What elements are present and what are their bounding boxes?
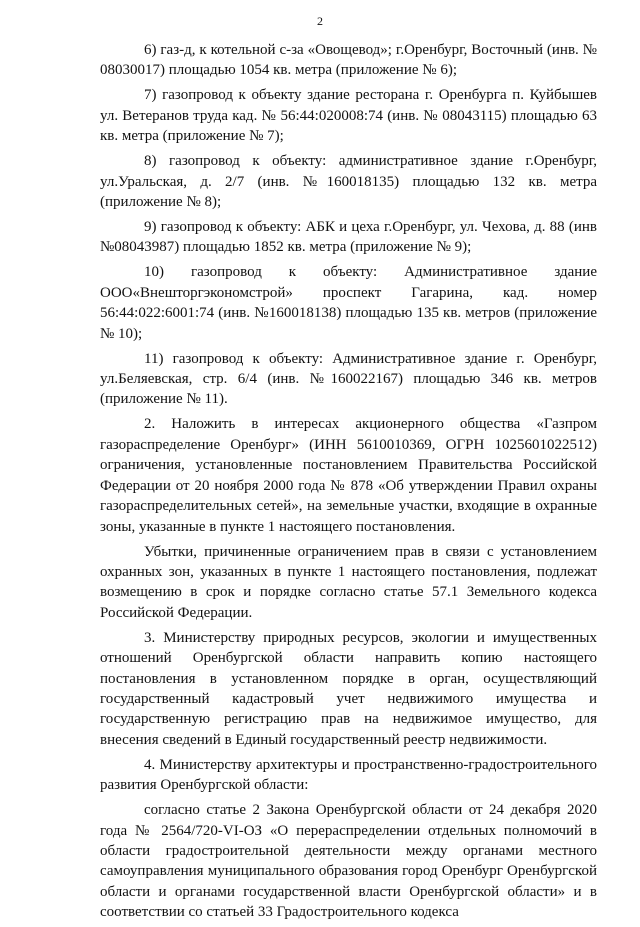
- clause-2-damages: Убытки, причиненные ограничением прав в связи с установлением охранных зон, указанных в пункте 1 настоящего постановления, подлежат возмещению в срок и порядке согласно статье 57.1 Земельного кодекса Российской Федерации.: [100, 543, 597, 621]
- list-item-7: 7) газопровод к объекту здание ресторана г. Оренбурга п. Куйбышев ул. Ветеранов труда кад. № 56:44:020008:74 (инв. № 08043115) площадью 63 кв. метра (приложение № 7);: [100, 87, 597, 145]
- page-number: 2: [317, 14, 323, 28]
- clause-2: 2. Наложить в интересах акционерного общества «Газпром газораспределение Оренбург» (ИНН 5610010369, ОГРН 1025601022512) ограничения, установленные постановлением Правительства Российской Федерации от 20 ноября 2000 года № 878 «Об утверждении Правил охраны газораспределительных сетей», на земельные участки, входящие в охранные зоны, указанные в пункте 1 настоящего постановления.: [100, 416, 597, 535]
- clause-4-text: согласно статье 2 Закона Оренбургской области от 24 декабря 2020 года № 2564/720-VI-ОЗ «О перераспределении отдельных полномочий в области градостроительной деятельности между органами местного самоуправления муниципального образования город Оренбург Оренбургской области и органами государственной власти Оренбургской области» и в соответствии со статьей 33 Градостроительного кодекса: [100, 802, 597, 921]
- list-item-9: 9) газопровод к объекту: АБК и цеха г.Оренбург, ул. Чехова, д. 88 (инв №08043987) площадью 1852 кв. метра (приложение № 9);: [100, 219, 597, 256]
- document-body: [100, 40, 597, 927]
- clause-4: 4. Министерству архитектуры и пространственно-градостроительного развития Оренбургской области:: [100, 756, 597, 794]
- list-item-10: 10) газопровод к объекту: Административное здание ООО«Внешторгэкономстрой» проспект Гагарина, кад. номер 56:44:022:6001:74 (инв. №160018138) площадью 135 кв. метров (приложение № 10);: [100, 264, 597, 342]
- list-item-11: 11) газопровод к объекту: Административное здание г. Оренбург, ул.Беляевская, стр. 6/4 (инв. №160022167) площадью 346 кв. метров (приложение № 11).: [100, 350, 597, 408]
- list-item-8: 8) газопровод к объекту: административное здание г.Оренбург, ул.Уральская, д. 2/7 (инв. №160018135) площадью 132 кв. метра (приложение № 8);: [100, 153, 597, 211]
- list-item-6: 6) газ-д, к котельной с-за «Овощевод»; г.Оренбург, Восточный (инв. № 08030017) площадью 1054 кв. метра (приложение № 6);: [100, 42, 597, 79]
- clause-3: 3. Министерству природных ресурсов, экологии и имущественных отношений Оренбургской области направить копию настоящего постановления в установленном порядке в орган, осуществляющий государственный кадастровый учет недвижимого имущества и государственную регистрацию прав на недвижимое имущество, для внесения сведений в Единый государственный реестр недвижимости.: [100, 629, 597, 748]
